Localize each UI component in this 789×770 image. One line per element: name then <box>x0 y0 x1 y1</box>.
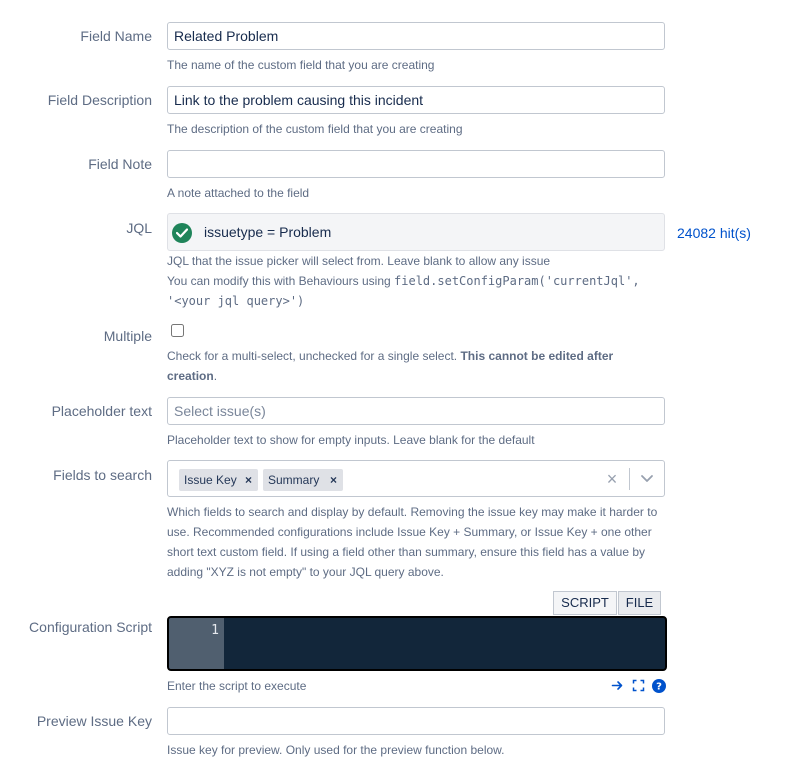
fields-to-search-select[interactable] <box>167 460 665 497</box>
fields-to-search-description-line: Which fields to search and display by default. Removing the issue key may make it harder to <box>167 505 658 519</box>
fields-to-search-description-line: use. Recommended configurations include Issue Key + Summary, or Issue Key + one other <box>167 525 652 539</box>
field-description-label: Field Description <box>47 92 152 108</box>
jql-description-line2 <box>167 271 667 291</box>
field-name-input[interactable] <box>167 22 665 50</box>
field-name-label: Field Name <box>80 28 152 44</box>
chip-remove-icon[interactable]: × <box>244 473 252 487</box>
multiple-description-bold1: This cannot be edited after <box>460 349 614 363</box>
multiple-description-suffix: . <box>213 369 218 383</box>
chip-summary-label: Summary <box>268 473 320 487</box>
field-note-input[interactable] <box>167 150 665 178</box>
preview-issue-key-input[interactable] <box>167 707 665 735</box>
fields-to-search-description <box>167 502 667 582</box>
jql-description-line1: JQL that the issue picker will select from. Leave blank to allow any issue <box>167 254 551 268</box>
field-description-description: The description of the custom field that you are creating <box>167 122 463 136</box>
chip-summary <box>263 469 343 491</box>
fields-to-search-label: Fields to search <box>53 467 152 483</box>
multiple-label: Multiple <box>103 328 152 344</box>
jql-description-prefix: You can modify this with Behaviours using <box>167 274 395 288</box>
fullscreen-icon[interactable] <box>632 679 645 697</box>
script-editor[interactable] <box>167 616 667 671</box>
placeholder-text-description: Placeholder text to show for empty inputs. Leave blank for the default <box>167 433 535 447</box>
chip-remove-icon[interactable]: × <box>329 473 337 487</box>
field-description-input[interactable] <box>167 86 665 114</box>
preview-issue-key-label: Preview Issue Key <box>36 713 152 729</box>
multiple-description-bold2: creation <box>167 369 214 383</box>
chip-issue-key <box>179 469 258 491</box>
jql-code-snippet-1: field.setConfigParam('currentJql', <box>394 274 640 288</box>
placeholder-text-label: Placeholder text <box>51 403 152 419</box>
multiple-checkbox[interactable] <box>171 324 184 337</box>
svg-text:?: ? <box>656 681 662 693</box>
select-separator <box>629 468 630 490</box>
multiple-description <box>167 346 667 386</box>
editor-gutter <box>169 618 224 669</box>
help-icon[interactable] <box>652 679 666 698</box>
fields-to-search-description-line: adding "XYZ is not empty" to your JQL query above. <box>167 565 444 579</box>
configuration-script-description: Enter the script to execute <box>167 679 307 693</box>
jql-code-snippet-2: '<your jql query>') <box>167 294 305 308</box>
chip-issue-key-label: Issue Key <box>184 473 237 487</box>
preview-issue-key-description: Issue key for preview. Only used for the preview function below. <box>167 743 505 757</box>
configuration-script-label: Configuration Script <box>29 619 152 635</box>
field-name-description: The name of the custom field that you are creating <box>167 58 435 72</box>
clear-icon[interactable]: × <box>606 469 618 489</box>
placeholder-text-input[interactable] <box>167 397 665 425</box>
jql-description <box>167 251 667 311</box>
chevron-down-icon[interactable] <box>640 471 654 490</box>
multiple-description-prefix: Check for a multi-select, unchecked for a single select. <box>167 349 461 363</box>
field-note-label: Field Note <box>88 156 152 172</box>
arrow-right-icon[interactable] <box>611 679 624 697</box>
jql-query-text: issuetype = Problem <box>204 224 332 240</box>
line-number: 1 <box>211 623 219 638</box>
jql-input[interactable] <box>167 213 665 251</box>
field-note-description: A note attached to the field <box>167 186 310 200</box>
jql-label: JQL <box>126 220 152 236</box>
fields-to-search-description-line: short text custom field. If using a field other than summary, ensure this field has a value by <box>167 545 646 559</box>
multiple-description-line2 <box>167 366 667 386</box>
tab-script[interactable]: SCRIPT <box>553 591 617 615</box>
tab-file[interactable]: FILE <box>618 591 661 615</box>
jql-hits-link[interactable]: 24082 hit(s) <box>677 225 751 241</box>
multiple-description-line1 <box>167 346 667 366</box>
check-circle-icon <box>172 223 192 243</box>
